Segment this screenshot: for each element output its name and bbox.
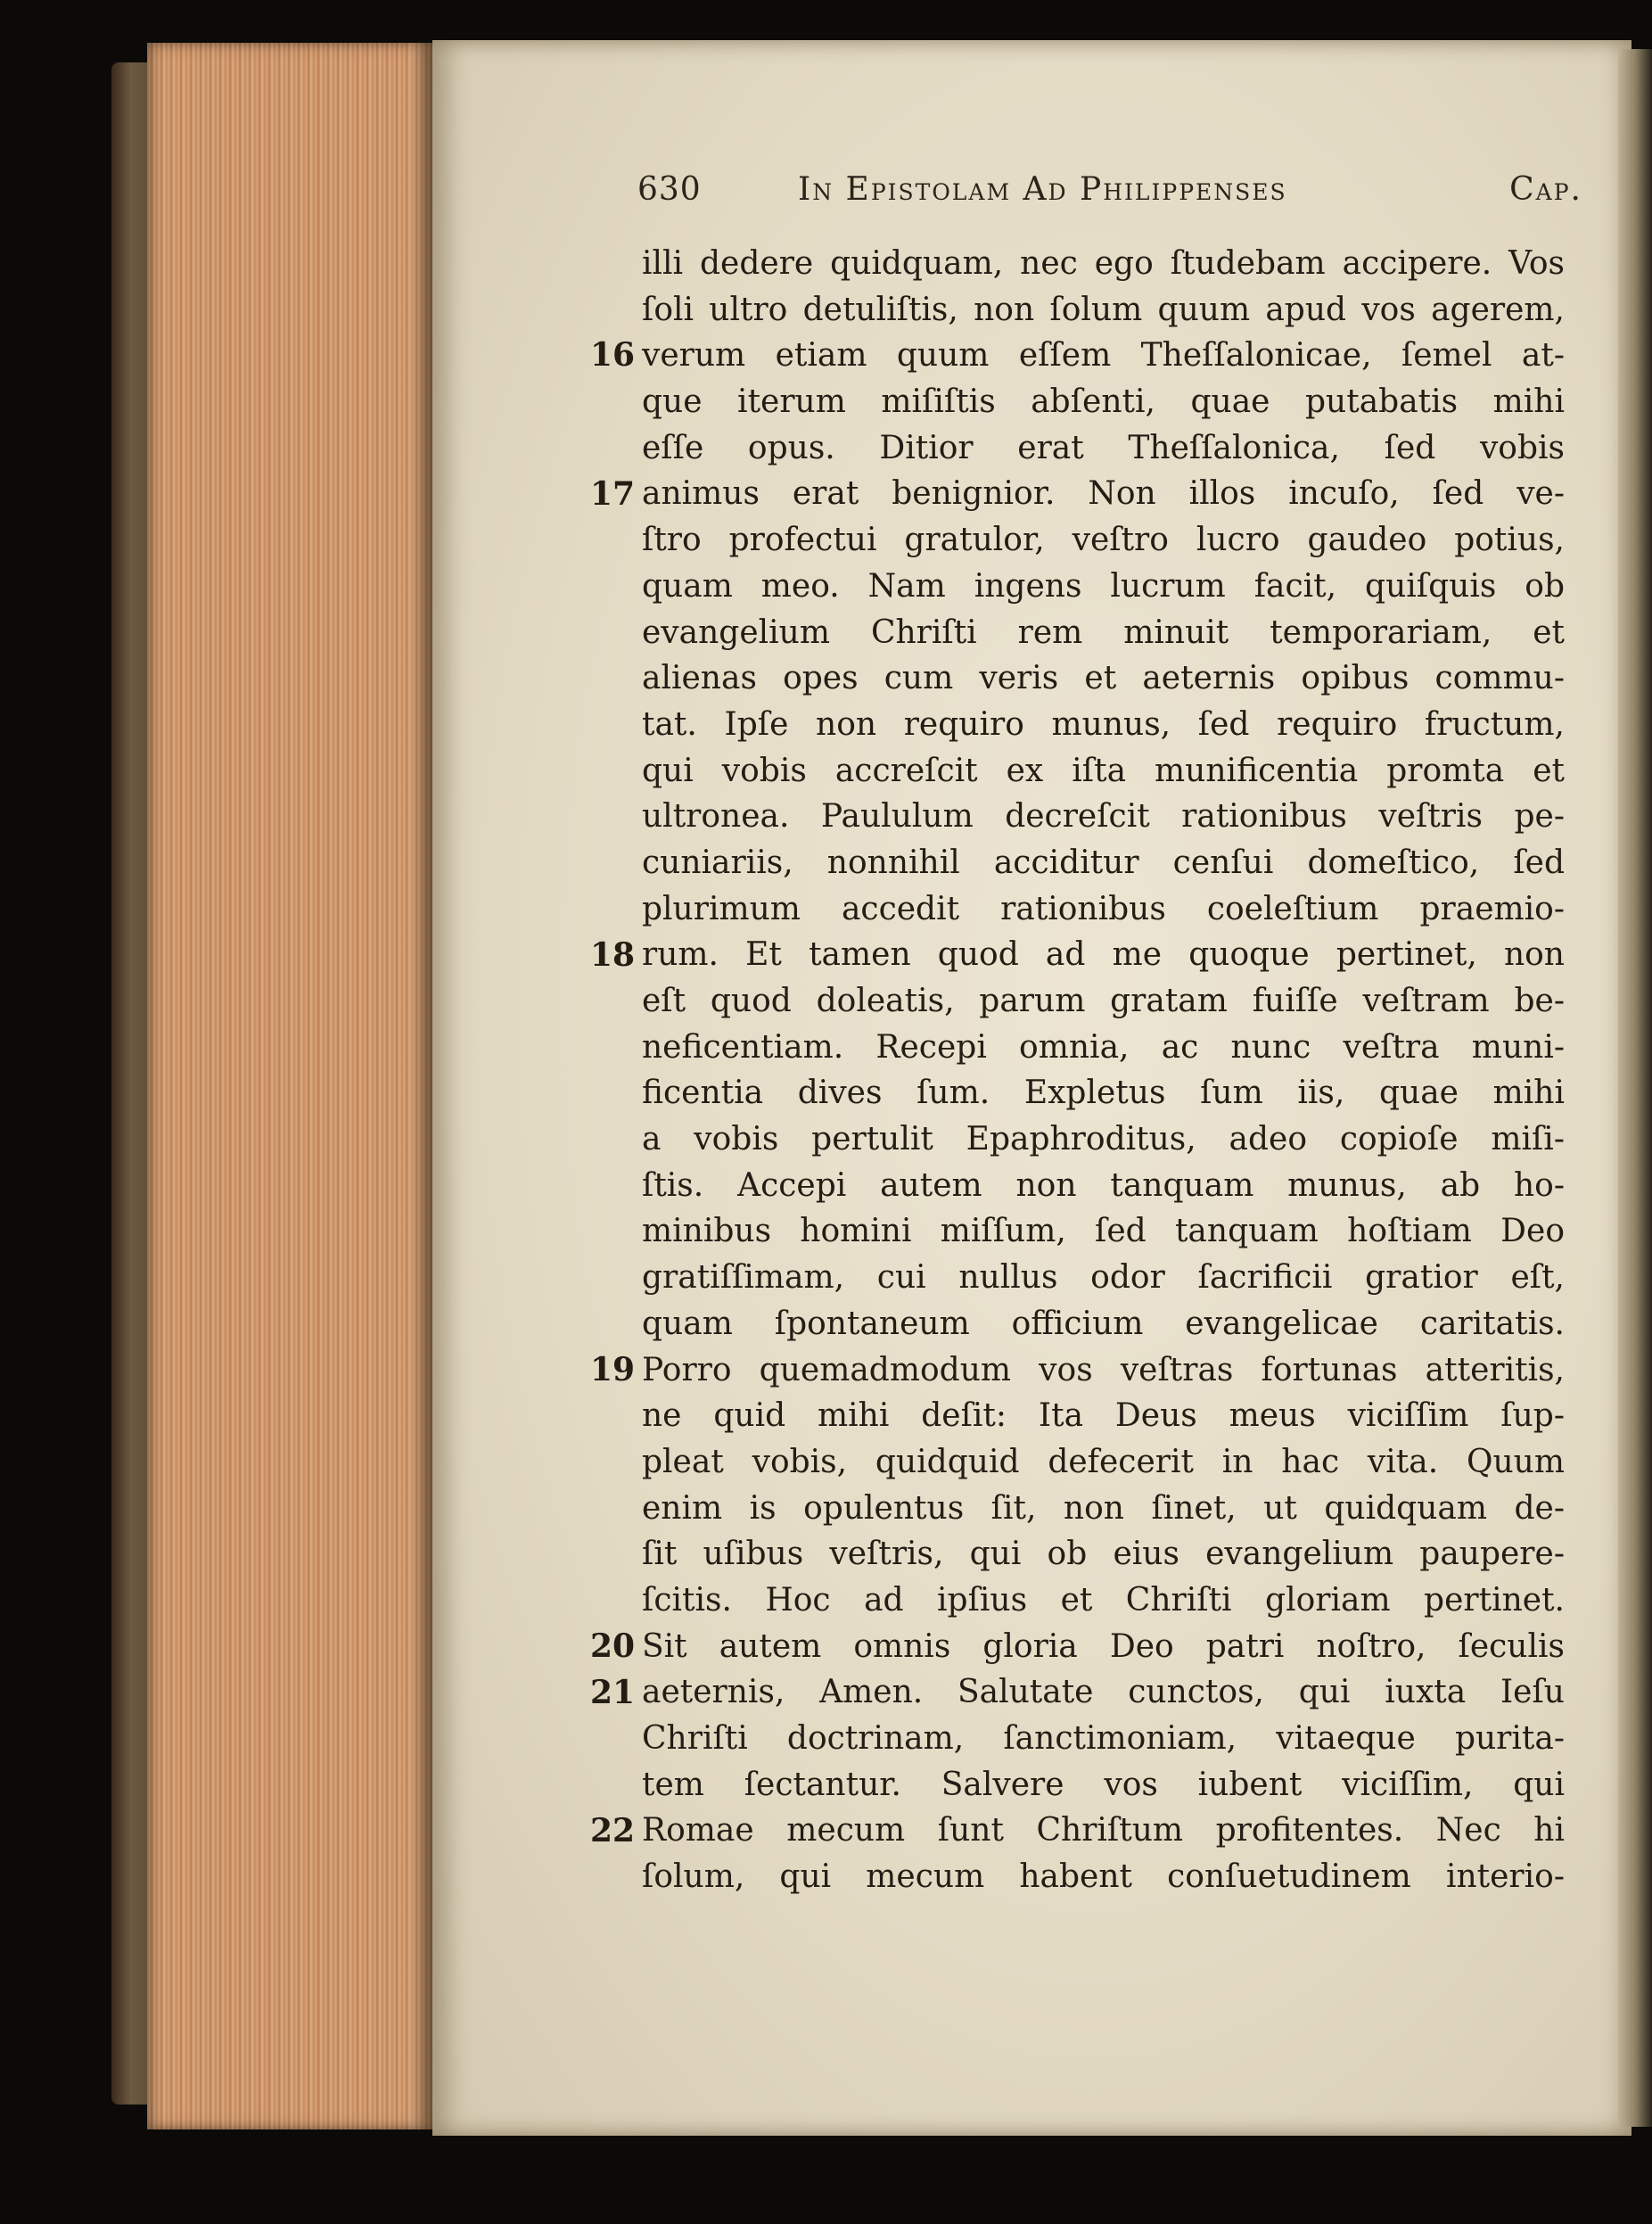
- text-line: a vobis pertulit Epaphroditus, adeo copioſe miſi-: [642, 1121, 1565, 1158]
- text-line: rum. Et tamen quod ad me quoque pertinet, non: [642, 936, 1565, 974]
- text-line: cuniariis, nonnihil acciditur cenſui domeſtico, ſed: [642, 844, 1565, 881]
- text-line: enim is opulentus ſit, non ſinet, ut quidquam de-: [642, 1489, 1565, 1527]
- text-line: quam meo. Nam ingens lucrum facit, quiſquis ob: [642, 567, 1565, 605]
- text-line: que iterum miſiſtis abſenti, quae putabatis mihi: [642, 383, 1565, 421]
- body-text: [642, 241, 1565, 1900]
- text-line: illi dedere quidquam, nec ego ſtudebam accipere. Vos: [642, 245, 1565, 282]
- text-line: verum etiam quum eſſem Theſſalonicae, ſemel at-: [642, 337, 1565, 375]
- page-edges: [147, 43, 437, 2129]
- text-line: ſcitis. Hoc ad ipſius et Chriſti gloriam pertinet.: [642, 1581, 1565, 1619]
- text-line: Chriſti doctrinam, ſanctimoniam, vitaeque purita-: [642, 1720, 1565, 1757]
- text-line: animus erat benignior. Non illos incuſo, ſed ve-: [642, 475, 1565, 513]
- text-line: qui vobis accreſcit ex iſta munificentia promta et: [642, 752, 1565, 789]
- text-line: ſolum, qui mecum habent conſuetudinem interio-: [642, 1858, 1565, 1896]
- page-number: 630: [637, 171, 702, 208]
- verse-number: 16: [590, 336, 636, 375]
- text-line: ſtro profectui gratulor, veſtro lucro gaudeo potius,: [642, 522, 1565, 559]
- text-line: ne quid mihi deſit: Ita Deus meus viciſſim ſup-: [642, 1397, 1565, 1435]
- text-line: gratiſſimam, cui nullus odor ſacrificii gratior eſt,: [642, 1259, 1565, 1297]
- page-right-edge: [1618, 49, 1652, 2127]
- text-line: aeternis, Amen. Salutate cunctos, qui iuxta Ieſu: [642, 1674, 1565, 1711]
- text-line: tat. Ipſe non requiro munus, ſed requiro fructum,: [642, 705, 1565, 743]
- text-line: ſit uſibus veſtris, qui ob eius evangelium paupere-: [642, 1536, 1565, 1573]
- running-title: In Epistolam Ad Philippenses: [798, 171, 1287, 208]
- verse-number: 18: [590, 935, 636, 974]
- verse-number: 19: [590, 1350, 636, 1388]
- text-line: quam ſpontaneum officium evangelicae caritatis.: [642, 1305, 1565, 1342]
- verse-number: 21: [590, 1673, 636, 1711]
- text-line: alienas opes cum veris et aeternis opibus commu-: [642, 660, 1565, 697]
- text-line: tem ſectantur. Salvere vos iubent viciſſim, qui: [642, 1766, 1565, 1803]
- text-line: ſtis. Accepi autem non tanquam munus, ab ho-: [642, 1166, 1565, 1204]
- text-line: ſoli ultro detuliſtis, non ſolum quum apud vos agerem,: [642, 291, 1565, 328]
- verse-number: 22: [590, 1811, 636, 1849]
- text-line: eſt quod doleatis, parum gratam fuiſſe veſtram be-: [642, 983, 1565, 1019]
- chapter-label: Cap.: [1509, 171, 1582, 208]
- text-line: plurimum accedit rationibus coeleſtium praemio-: [642, 890, 1565, 927]
- text-line: ultronea. Paululum decreſcit rationibus veſtris pe-: [642, 798, 1565, 836]
- text-line: Sit autem omnis gloria Deo patri noſtro, ſeculis: [642, 1627, 1565, 1665]
- text-line: Porro quemadmodum vos veſtras fortunas atteritis,: [642, 1351, 1565, 1388]
- text-line: minibus homini miſſum, ſed tanquam hoſtiam Deo: [642, 1213, 1565, 1250]
- verse-number: 20: [590, 1627, 636, 1665]
- text-line: neficentiam. Recepi omnia, ac nunc veſtra muni-: [642, 1028, 1565, 1066]
- text-line: Romae mecum ſunt Chriſtum profitentes. Nec hi: [642, 1812, 1565, 1849]
- text-line: eſſe opus. Ditior erat Theſſalonica, ſed vobis: [642, 429, 1565, 466]
- text-line: ficentia dives ſum. Expletus ſum iis, quae mihi: [642, 1075, 1565, 1112]
- running-header: [637, 171, 1582, 216]
- text-line: evangelium Chriſti rem minuit temporariam, et: [642, 614, 1565, 651]
- verse-number: 17: [590, 474, 636, 513]
- text-line: pleat vobis, quidquid defecerit in hac vita. Quum: [642, 1443, 1565, 1480]
